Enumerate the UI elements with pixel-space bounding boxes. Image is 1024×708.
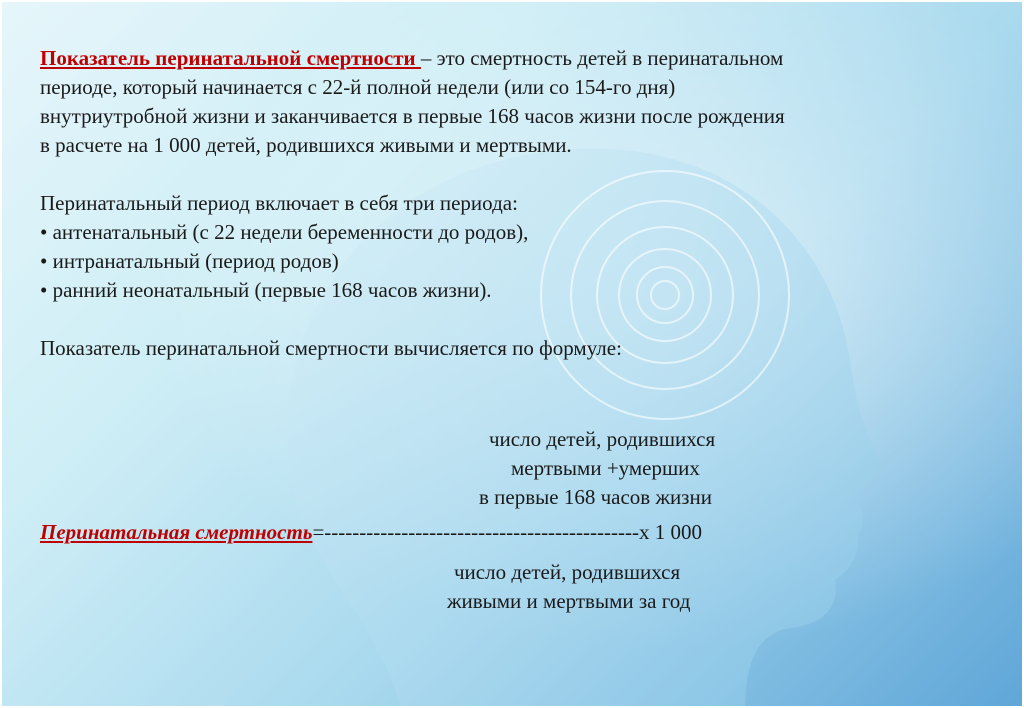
period-item: • интранатальный (период родов) xyxy=(40,249,339,273)
definition-term: Показатель перинатальной смертности xyxy=(40,46,421,70)
formula-denominator-line: живыми и мертвыми за год xyxy=(447,589,691,613)
period-item: • антенатальный (с 22 недели беременности до родов), xyxy=(40,220,529,244)
slide-content xyxy=(40,44,1000,363)
formula-numerator-line: мертвыми +умерших xyxy=(511,456,700,480)
definition-line-3: внутриутробной жизни и заканчивается в первые 168 часов жизни после рождения xyxy=(40,104,785,128)
definition-line-1 xyxy=(40,44,1000,73)
definition-line-4: в расчете на 1 000 детей, родившихся живыми и мертвыми. xyxy=(40,133,572,157)
period-item: • ранний неонатальный (первые 168 часов жизни). xyxy=(40,278,492,302)
definition-line-2: периоде, который начинается с 22-й полной недели (или со 154-го дня) xyxy=(40,75,676,99)
formula-divider: =---------------------------------------------x 1 000 xyxy=(312,520,702,544)
formula-denominator-line: число детей, родившихся xyxy=(454,560,681,584)
formula-intro: Показатель перинатальной смертности вычисляется по формуле: xyxy=(40,336,622,360)
formula-numerator-line: число детей, родившихся xyxy=(489,427,716,451)
formula-numerator-line: в первые 168 часов жизни xyxy=(479,485,712,509)
periods-intro: Перинатальный период включает в себя три периода: xyxy=(40,191,518,215)
definition-text-1: – это смертность детей в перинатальном xyxy=(420,46,784,70)
formula-line xyxy=(40,520,702,545)
formula-label: Перинатальная смертность xyxy=(40,520,313,544)
